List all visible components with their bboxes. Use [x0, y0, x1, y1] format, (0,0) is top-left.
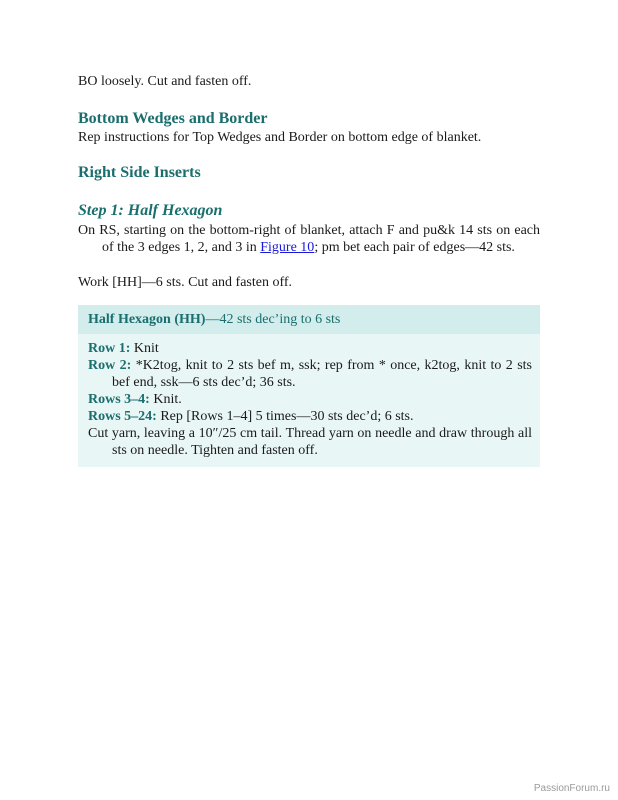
pattern-box-title-suffix: —42 sts dec’ing to 6 sts — [205, 312, 341, 327]
row-label: Rows 3–4: — [88, 392, 150, 407]
step1-paragraph — [78, 222, 540, 256]
figure-10-link[interactable]: Figure 10 — [260, 240, 315, 255]
rows-5-24 — [88, 408, 532, 425]
closing-instruction: Cut yarn, leaving a 10″/25 cm tail. Thread yarn on needle and draw through all sts on needle. Tighten and fasten off. — [88, 426, 532, 458]
intro-line: BO loosely. Cut and fasten off. — [78, 74, 252, 89]
bottom-wedges-heading: Bottom Wedges and Border — [78, 110, 268, 127]
watermark: PassionForum.ru — [533, 783, 610, 794]
right-side-inserts-heading: Right Side Inserts — [78, 164, 201, 181]
pattern-box-title: Half Hexagon (HH) — [88, 312, 206, 327]
row-text: Knit. — [149, 392, 182, 407]
pattern-box-header — [78, 305, 540, 334]
row-1 — [88, 340, 532, 357]
row-text: *K2tog, knit to 2 sts bef m, ssk; rep from * once, k2tog, knit to 2 sts bef end, ssk—6 sts dec’d; 36 sts. — [112, 358, 532, 390]
work-line: Work [HH]—6 sts. Cut and fasten off. — [78, 275, 293, 290]
step1-text-after: ; pm bet each pair of edges—42 sts. — [314, 240, 515, 255]
rows-3-4 — [88, 391, 532, 408]
pattern-box-body — [78, 334, 540, 467]
row-label: Row 1: — [88, 341, 131, 356]
half-hexagon-pattern-box — [78, 305, 540, 467]
row-label: Rows 5–24: — [88, 409, 157, 424]
row-2 — [88, 357, 532, 391]
row-text: Knit — [130, 341, 159, 356]
row-text: Rep [Rows 1–4] 5 times—30 sts dec’d; 6 sts. — [156, 409, 414, 424]
row-label: Row 2: — [88, 358, 132, 373]
step1-heading: Step 1: Half Hexagon — [78, 202, 223, 219]
bottom-wedges-text: Rep instructions for Top Wedges and Border on bottom edge of blanket. — [78, 130, 482, 145]
step1-text-before: On RS, starting on the bottom-right of blanket, attach F and pu&k 14 sts on each of the 3 edges 1, 2, and 3 in — [78, 223, 540, 255]
